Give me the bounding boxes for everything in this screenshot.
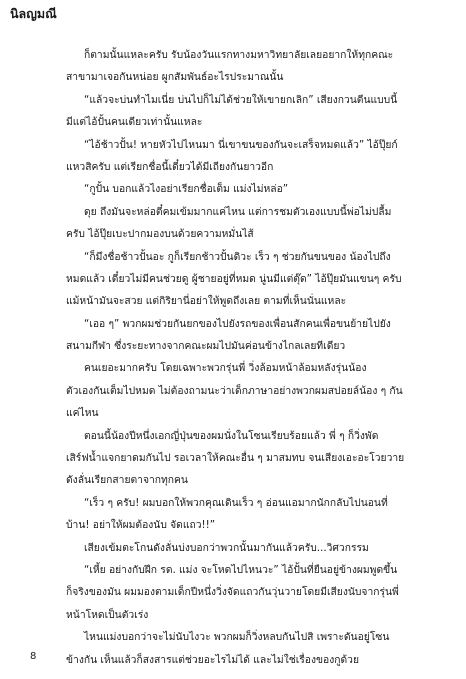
body-line: ข้างกัน เห็นแล้วก็สงสารแต่ช่วยอะไรไม่ได้ และไม่ใช่เรื่องของกูด้วย [66,653,359,666]
body-line: “กูปั้น บอกแล้วไงอย่าเรียกชื่อเต็ม แม่งไม่หล่อ” [84,183,289,196]
body-line: “ไอ้ช้าวปั้น! หายหัวไปไหนมา นี่เขาขนของกันจะเสร็จหมดแล้ว” ไอ้ปุ๊ยก์ [84,138,398,151]
body-line: บ้าน! อย่าให้ผมต้องนับ จัดแถว!!” [66,519,216,532]
body-line: สาขามาเจอกันหน่อย ผูกสัมพันธ์อะไรประมาณนั้น [66,71,284,84]
body-line: ครับ ไอ้ปุ๊ยเบะปากมองบนด้วยความหมั่นไส้ [66,228,254,241]
body-text [66,44,426,671]
body-line: “เหี้ย อย่างกับฝึก รด. แม่ง จะโหดไปไหนวะ” ไอ้ปั้นที่ยืนอยู่ข้างผมพูดขึ้น [84,563,398,576]
body-line: “เออ ๆ” พวกผมช่วยกันยกของไปยังรถของเพื่อนสักคนเพื่อขนย้ายไปยัง [84,317,391,330]
body-line: ตอนนี้น้องปีหนึ่งเอกญี่ปุ่นของผมนั่งในโซนเรียบร้อยแล้ว พี่ ๆ ก็วิ่งพัด [84,429,379,442]
body-line: หน้าโหดเป็นตัวเร่ง [66,608,149,621]
body-line: “ก็มึงชื่อช้าวปั้นอะ กูก็เรียกช้าวปั้นดิวะ เร็ว ๆ ช่วยกันขนของ น้องไปถึง [84,250,391,263]
body-line: สนามกีฬา ซึ่งระยะทางจากคณะผมไปมันค่อนข้างไกลเลยทีเดียว [66,340,346,353]
body-line: ไหนแม่งบอกว่าจะไม่นับไงวะ พวกผมก็วิ่งหลบกันไปสิ เพราะดันอยู่โซน [84,631,390,644]
body-line: ตัวเองกันเต็มไปหมด ไม่ต้องถามนะว่าเด็กภาษาอย่างพวกผมสปอยล์น้อง ๆ กัน [66,384,403,397]
body-line: หมดแล้ว เดี๋ยวไม่มีคนช่วยดู ผู้ชายอยู่ที่หมด นู่นมีแต่ตุ๊ด” ไอ้ปุ๊ยมันแขนๆ ครับ [66,272,402,285]
body-line: เสิร์ฟน้ำแจกยาดมกันไป รอเวลาให้คณะอื่น ๆ มาสมทบ จนเสียงเอะอะโวยวาย [66,452,405,465]
body-line: “แล้วจะบ่นทำไมเนี่ย บ่นไปก็ไม่ได้ช่วยให้เขายกเลิก” เสียงกวนตีนแบบนี้ [84,93,398,106]
body-line: ดังลั่นเรียกสายตาจากทุกคน [66,474,188,487]
body-line: ดุย ถึงมันจะหล่อตี๋คมเข้มมากแค่ไหน แต่การชมตัวเองแบบนี้พ่อไม่ปลื้ม [84,205,392,218]
page-number: 8 [30,651,37,662]
body-line: แค่ไหน [66,407,99,420]
body-line: แม้หน้ามันจะสวย แต่กิริยานี่อย่าให้พูดถึงเลย ตามที่เห็นนั่นแหละ [66,295,347,308]
body-line: เสียงเข้มตะโกนดังลั่นบ่งบอกว่าพวกนั้นมากันแล้วครับ...วิศวกรรม [84,541,369,554]
body-line: แหวสิครับ แต่เรียกชื่อนี้เดี๋ยวได้มีเถียงกันยาวอีก [66,160,274,173]
running-header-title: นิลญมณี [10,6,57,21]
body-line: คนเยอะมากครับ โดยเฉพาะพวกรุ่นพี่ วิ่งล้อมหน้าล้อมหลังรุ่นน้อง [84,362,367,375]
body-line: ก็ตามนั้นแหละครับ รับน้องวันแรกทางมหาวิทยาลัยเลยอยากให้ทุกคณะ [84,49,394,61]
body-line: มีแต่ไอ้ปั้นคนเดียวเท่านั้นแหละ [66,116,203,129]
body-line: “เร็ว ๆ ครับ! ผมบอกให้พวกคุณเดินเร็ว ๆ อ่อนแอมากนักกลับไปนอนที่ [84,496,388,509]
body-line: ก็จริงของมัน ผมมองตามเด็กปีหนึ่งวิ่งจัดแถวกันวุ่นวายโดยมีเสียงนับจากรุ่นพี่ [66,586,399,599]
